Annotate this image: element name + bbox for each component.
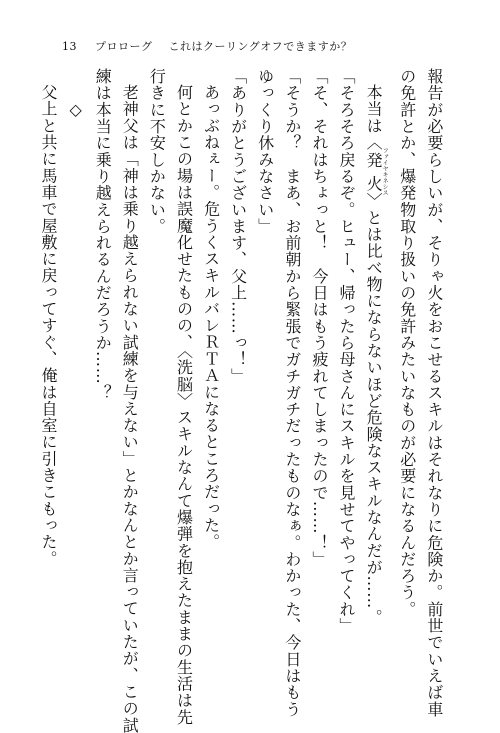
text-line: 「ありがとうございます、父上……っ！」 [228, 68, 248, 385]
text-line-with-ruby [365, 68, 388, 694]
text-line: 「そうか？ まあ、お前朝から緊張でガチガチだったものなぁ。わかった、今日はもう [282, 68, 302, 718]
vertical-text-body [39, 68, 444, 733]
text-line: 父上と共に馬車で屋敷に戻ってすぐ、俺は自室に引きこもった。 [39, 84, 58, 567]
scene-break-marker: ◇ [66, 100, 86, 120]
text-line: 報告が必要らしいが、そりゃ火をおこせるスキルはそれなりに危険か。前世でいえば車 [424, 68, 444, 718]
page-number: 13 [62, 40, 77, 53]
text-line: 練は本当に乗り越えられるんだろうか……？ [93, 68, 113, 401]
text-line: 「そろそろ戻るぞ。ヒュー、帰ったら母さんにスキルを見せてやってくれ」 [337, 68, 357, 635]
running-header [62, 38, 460, 54]
ruby-base: 発火 [364, 147, 384, 196]
text-line: 「そ、それはちょっと！ 今日はもう疲れてしまったので……！」 [309, 68, 329, 568]
text-line: あっぶねぇー。危うくスキルバレＲＴＡになるところだった。 [201, 84, 221, 551]
chapter-label: プロローグ [95, 40, 153, 53]
text-line: ゆっくり休みなさい」 [255, 68, 275, 235]
chapter-title: これはクーリングオフできますか？ [168, 40, 353, 53]
text-segment: 〉とは比べ物にならないほど危険なスキルなんだが……。 [364, 192, 384, 626]
text-line: 行きに不安しかない。 [147, 68, 167, 235]
text-line: の免許とか、爆発物取り扱いの免許みたいなものが必要になるんだろう。 [397, 68, 417, 618]
text-line: 何とかこの場は誤魔化せたものの、〈洗脳〉スキルなんて爆弾を抱えたままの生活は先 [174, 84, 194, 726]
ruby-word [364, 147, 389, 196]
text-segment: 本当は〈 [364, 84, 384, 151]
text-line: 老神父は「神は乗り越えられない試練を与えない」とかなんとか言っていたが、この試 [120, 84, 140, 733]
ruby-reading: ファイヤキネシス [381, 147, 389, 196]
